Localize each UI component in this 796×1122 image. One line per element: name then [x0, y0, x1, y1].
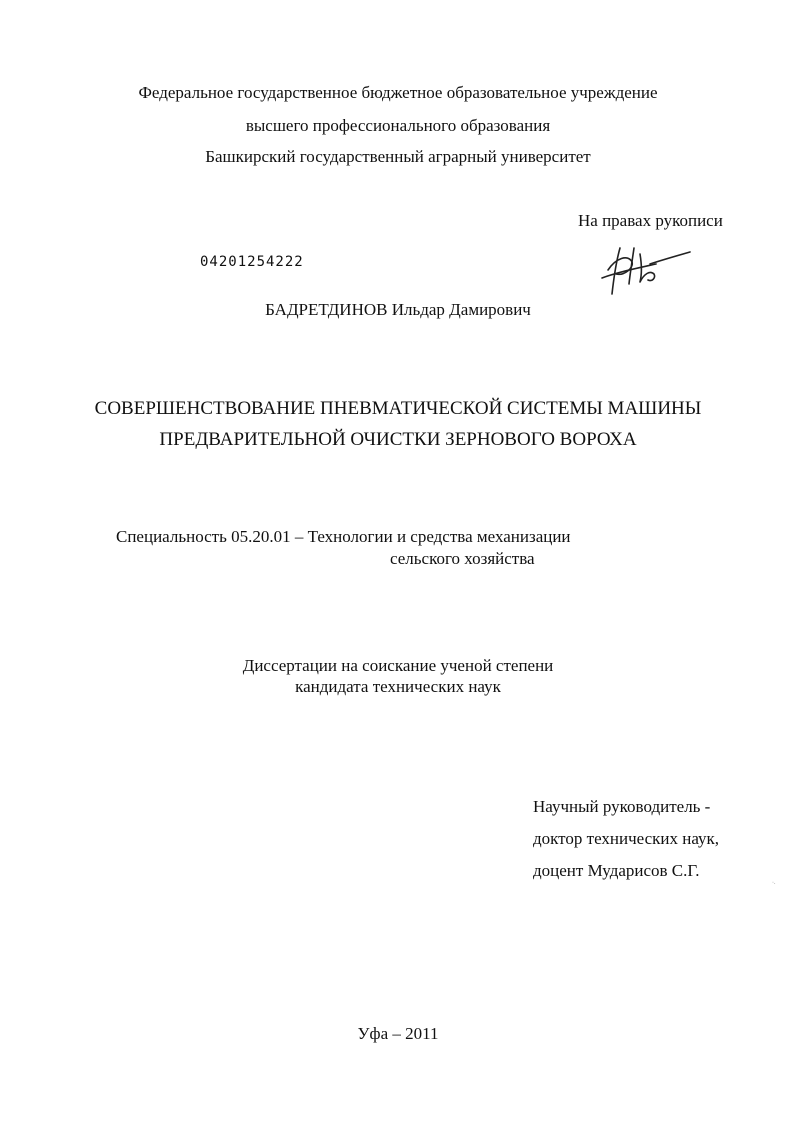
supervisor-line-1: Научный руководитель -: [533, 797, 711, 816]
dissertation-title-line-1: СОВЕРШЕНСТВОВАНИЕ ПНЕВМАТИЧЕСКОЙ СИСТЕМЫ МАШИНЫ: [94, 398, 702, 419]
institution-line-2: высшего профессионального образования: [245, 116, 551, 135]
specialty-line-2: сельского хозяйства: [390, 549, 535, 568]
degree-line-1: Диссертации на соискание ученой степени: [242, 656, 554, 675]
signature-icon: [598, 240, 693, 300]
city-year: Уфа – 2011: [357, 1024, 439, 1043]
scan-speck: ·.: [772, 880, 776, 886]
degree-line-2: кандидата технических наук: [295, 677, 501, 696]
institution-line-3: Башкирский государственный аграрный университет: [205, 147, 591, 166]
specialty-line-1: Специальность 05.20.01 – Технологии и средства механизации: [116, 527, 571, 546]
author-name: БАДРЕТДИНОВ Ильдар Дамирович: [265, 300, 531, 319]
registration-number: 04201254222: [200, 254, 304, 270]
rights-note: На правах рукописи: [578, 211, 723, 230]
supervisor-line-3: доцент Мударисов С.Г.: [533, 861, 700, 880]
institution-line-1: Федеральное государственное бюджетное образовательное учреждение: [138, 83, 658, 102]
dissertation-title-line-2: ПРЕДВАРИТЕЛЬНОЙ ОЧИСТКИ ЗЕРНОВОГО ВОРОХА: [159, 429, 637, 450]
supervisor-line-2: доктор технических наук,: [533, 829, 720, 848]
